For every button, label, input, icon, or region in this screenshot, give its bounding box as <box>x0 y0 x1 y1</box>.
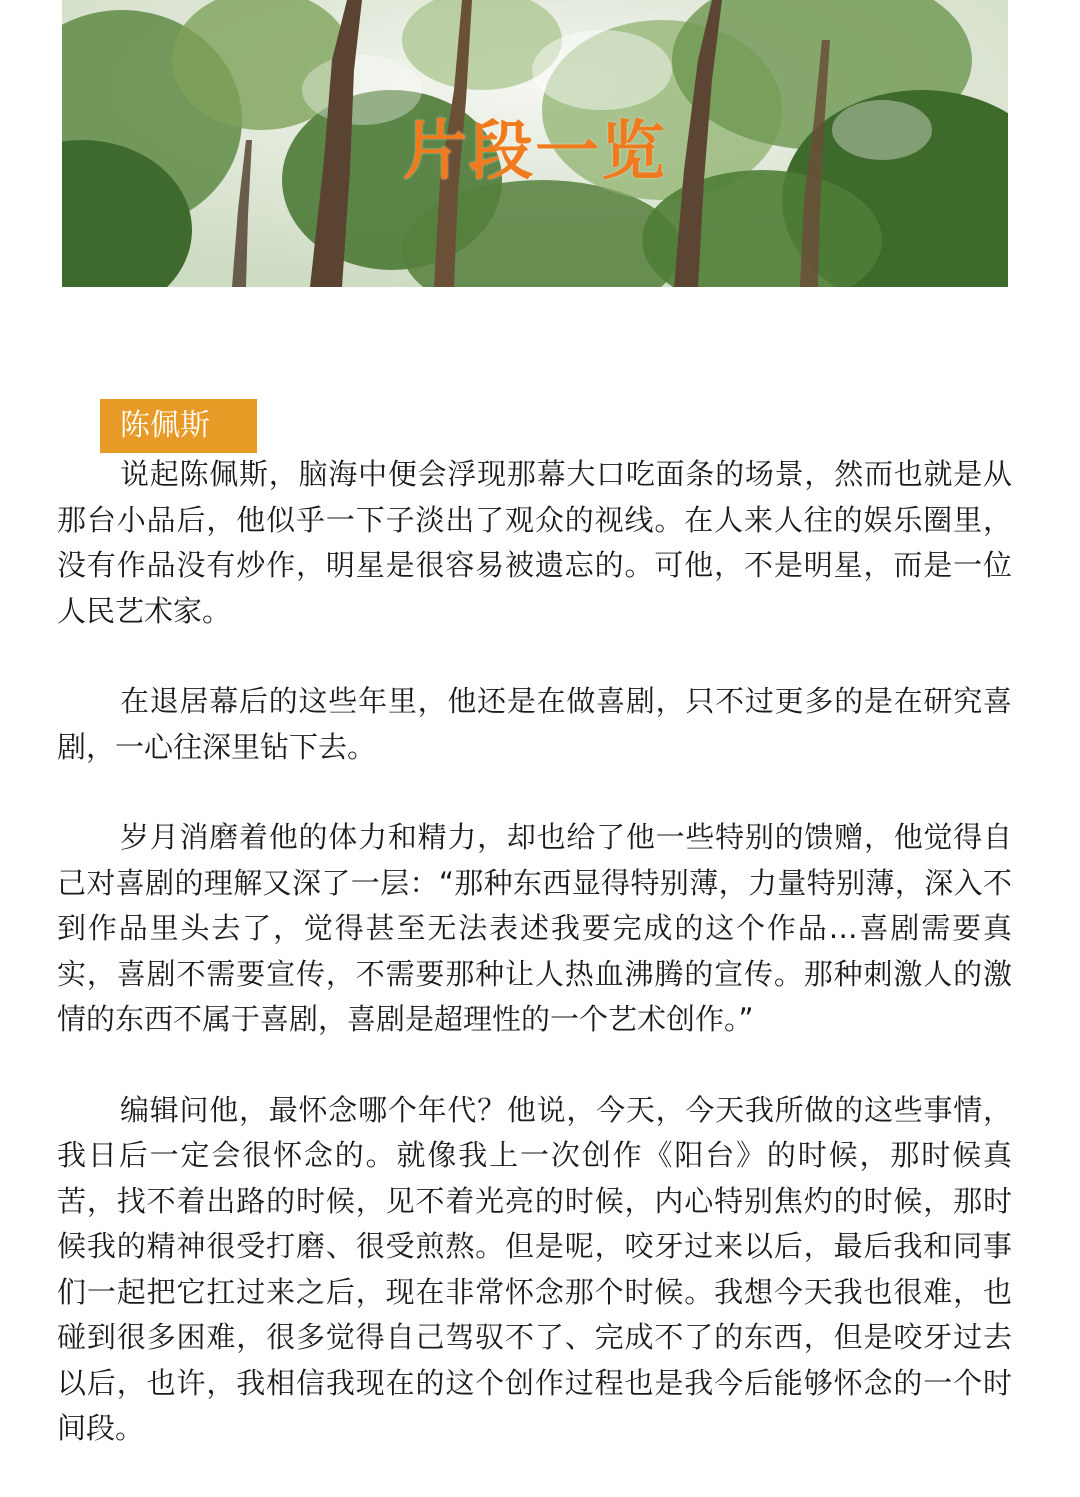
section-name-tag: 陈佩斯 <box>100 399 257 453</box>
header-banner <box>62 0 1008 287</box>
article-body <box>57 452 1012 1497</box>
banner-title: 片段一览 <box>403 115 667 189</box>
paragraph: 在退居幕后的这些年里，他还是在做喜剧，只不过更多的是在研究喜剧，一心往深里钻下去。 <box>57 684 1012 764</box>
paragraph: 编辑问他，最怀念哪个年代？他说，今天，今天我所做的这些事情，我日后一定会很怀念的。就像我上一次创作《阳台》的时候，那时候真苦，找不着出路的时候，见不着光亮的时候，内心特别焦灼的时候，那时候我的精神很受打磨、很受煎熬。但是呢，咬牙过来以后，最后我和同事们一起把它扛过来之后，现在非常怀念那个时候。我想今天我也很难，也碰到很多困难，很多觉得自己驾驭不了、完成不了的东西，但是咬牙过去以后，也许，我相信我现在的这个创作过程也是我今后能够怀念的一个时间段。 <box>57 1092 1012 1445</box>
paragraph: 说起陈佩斯，脑海中便会浮现那幕大口吃面条的场景，然而也就是从那台小品后，他似乎一下子淡出了观众的视线。在人来人往的娱乐圈里，没有作品没有炒作，明星是很容易被遗忘的。可他，不是明星，而是一位人民艺术家。 <box>57 457 1012 628</box>
paragraph: 岁月消磨着他的体力和精力，却也给了他一些特别的馈赠，他觉得自己对喜剧的理解又深了一层：“那种东西显得特别薄，力量特别薄，深入不到作品里头去了，觉得甚至无法表述我要完成的这个作品…喜剧需要真实，喜剧不需要宣传，不需要那种让人热血沸腾的宣传。那种刺激人的激情的东西不属于喜剧，喜剧是超理性的一个艺术创作。” <box>57 820 1012 1036</box>
